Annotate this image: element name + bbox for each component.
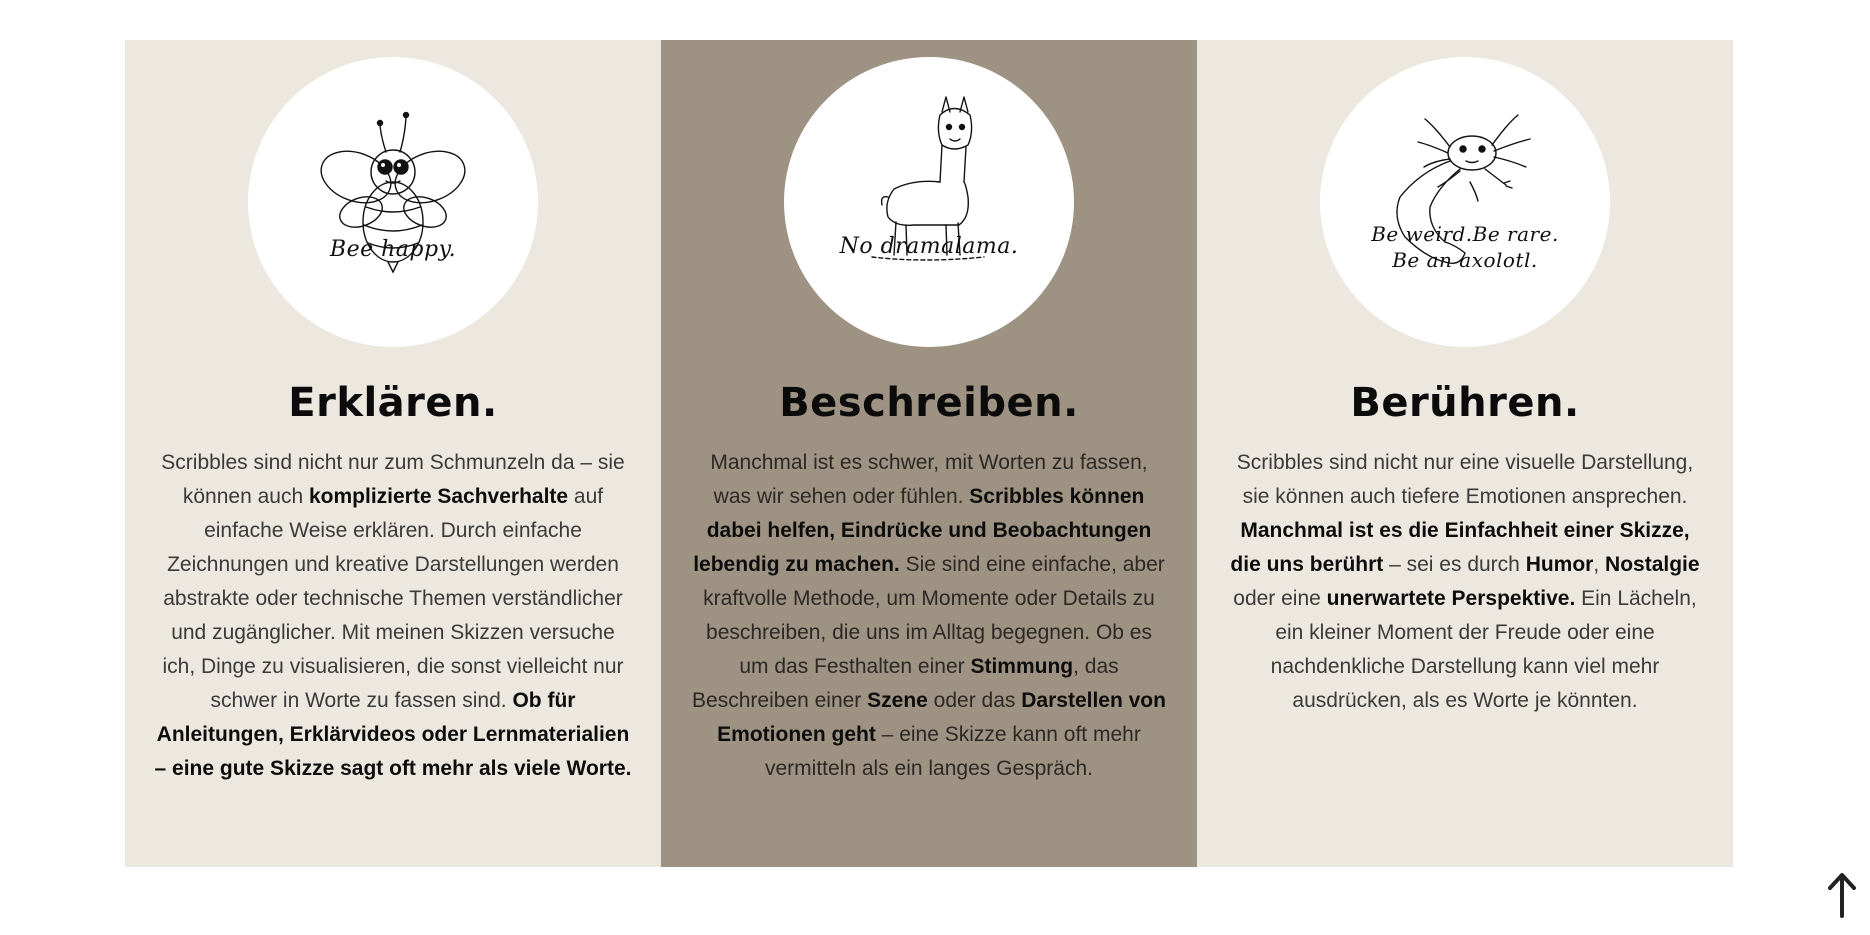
column-beruehren	[1197, 40, 1733, 867]
axolotl-icon	[1320, 57, 1610, 347]
bee-caption	[248, 235, 538, 264]
body-emphasis: Ob für Anleitungen, Erklärvideos oder Lernmaterialien – eine gute Skizze sagt oft mehr als viele Worte.	[154, 689, 632, 780]
scribble-columns	[125, 40, 1733, 867]
body-emphasis: Stimmung	[970, 655, 1074, 678]
body-text: auf einfache Weise erklären. Durch einfache Zeichnungen und kreative Darstellungen werden abstrakte oder technische Themen verständlicher und zugänglicher. Mit meinen Skizzen versuche ich, Dinge zu visualisieren, die sonst vielleicht nur schwer in Worte zu fassen sind.	[162, 485, 624, 712]
back-to-top-button[interactable]	[1822, 870, 1862, 920]
body-emphasis: komplizierte Sachverhalte	[308, 485, 569, 508]
body-text: – eine Skizze kann oft mehr vermitteln als ein langes Gespräch.	[765, 723, 1141, 780]
column-erklaeren	[125, 40, 661, 867]
body-text: – sei es durch	[1383, 553, 1526, 576]
body-emphasis: Scribbles können dabei helfen, Eindrücke und Beobachtungen lebendig zu machen.	[693, 485, 1152, 576]
body-emphasis: Humor	[1525, 553, 1594, 576]
body-emphasis: Darstellen von Emotionen geht	[717, 689, 1166, 746]
caption-line: Be weird.Be rare.	[1371, 222, 1559, 246]
llama-caption	[784, 232, 1074, 261]
body-beschreiben	[689, 446, 1169, 786]
body-emphasis: Szene	[867, 689, 928, 712]
body-text: , das Beschreiben einer	[692, 655, 1119, 712]
body-text: Scribbles sind nicht nur zum Schmunzeln da – sie können auch	[161, 451, 625, 508]
caption-line: Be an axolotl.	[1392, 248, 1538, 272]
axolotl-caption	[1320, 221, 1610, 273]
caption-line: Bee happy.	[329, 237, 457, 262]
heading-erklaeren: Erklären.	[288, 380, 498, 426]
heading-beruehren: Berühren.	[1350, 380, 1580, 426]
body-text: Ein Lächeln, ein kleiner Moment der Freude oder eine nachdenkliche Darstellung kann viel mehr ausdrücken, als es Worte je könnten.	[1270, 587, 1697, 712]
llama-icon	[784, 57, 1074, 347]
llama-illustration	[784, 57, 1074, 347]
axolotl-illustration	[1320, 57, 1610, 347]
body-emphasis: unerwartete Perspektive.	[1326, 587, 1576, 610]
column-beschreiben	[661, 40, 1197, 867]
heading-beschreiben: Beschreiben.	[779, 380, 1079, 426]
body-text: Sie sind eine einfache, aber kraftvolle Methode, um Momente oder Details zu beschreiben, die uns im Alltag begegnen. Ob es um das Festhalten einer	[703, 553, 1165, 678]
arrow-up-icon	[1822, 870, 1862, 920]
bee-icon	[248, 57, 538, 347]
body-text: ,	[1593, 553, 1606, 576]
body-text: Manchmal ist es schwer, mit Worten zu fassen, was wir sehen oder fühlen.	[710, 451, 1148, 508]
body-emphasis: Nostalgie	[1605, 553, 1700, 576]
body-emphasis: Manchmal ist es die Einfachheit einer Skizze, die uns berührt	[1230, 519, 1690, 576]
body-text: Scribbles sind nicht nur eine visuelle Darstellung, sie können auch tiefere Emotionen ansprechen.	[1236, 451, 1694, 508]
bee-illustration	[248, 57, 538, 347]
body-erklaeren	[153, 446, 633, 786]
caption-line: No dramalama.	[839, 234, 1019, 259]
body-beruehren	[1225, 446, 1705, 718]
body-text: oder eine	[1233, 587, 1327, 610]
body-text: oder das	[927, 689, 1022, 712]
